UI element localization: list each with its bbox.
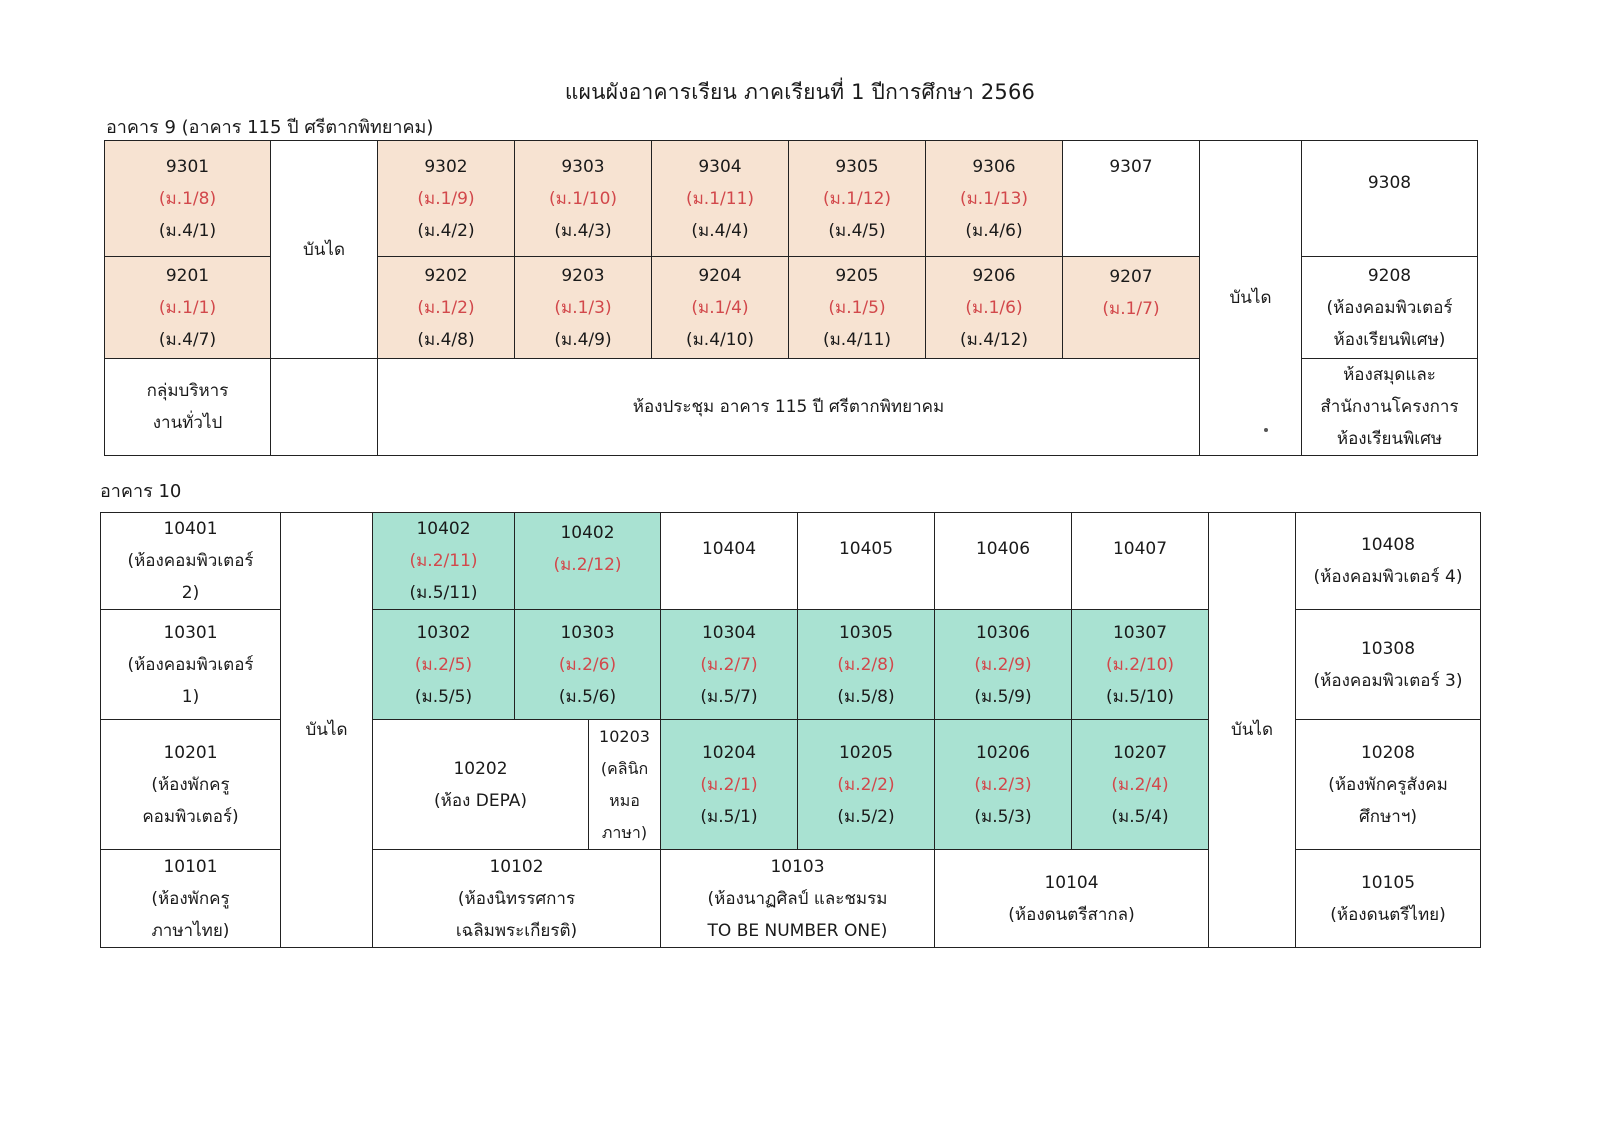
room-10407: 10407 bbox=[1072, 513, 1209, 610]
room-10402-a: 10402 (ม.2/11) (ม.5/11) bbox=[373, 513, 515, 610]
building-9-plan bbox=[104, 140, 1478, 456]
room-10101: 10101 (ห้องพักครู ภาษาไทย) bbox=[101, 850, 281, 948]
room-10402-b: 10402 (ม.2/12) bbox=[515, 513, 661, 610]
room-9201: 9201 (ม.1/1) (ม.4/7) bbox=[105, 257, 271, 359]
room-10205: 10205 (ม.2/2) (ม.5/2) bbox=[798, 720, 935, 850]
room-9304: 9304 (ม.1/11) (ม.4/4) bbox=[652, 141, 789, 257]
scan-speck bbox=[1264, 428, 1268, 432]
room-10408: 10408 (ห้องคอมพิวเตอร์ 4) bbox=[1296, 513, 1481, 610]
stairs-left: บันได bbox=[271, 141, 378, 359]
room-10308: 10308 (ห้องคอมพิวเตอร์ 3) bbox=[1296, 610, 1481, 720]
room-10203: 10203 (คลินิก หมอ ภาษา) bbox=[589, 720, 661, 850]
room-10302: 10302 (ม.2/5) (ม.5/5) bbox=[373, 610, 515, 720]
room-9302: 9302 (ม.1/9) (ม.4/2) bbox=[378, 141, 515, 257]
library-office: ห้องสมุดและ สำนักงานโครงการ ห้องเรียนพิเศษ bbox=[1302, 359, 1478, 456]
room-9307: 9307 bbox=[1063, 141, 1200, 257]
room-10105: 10105 (ห้องดนตรีไทย) bbox=[1296, 850, 1481, 948]
room-10206: 10206 (ม.2/3) (ม.5/3) bbox=[935, 720, 1072, 850]
room-9204: 9204 (ม.1/4) (ม.4/10) bbox=[652, 257, 789, 359]
stairs-left-extension bbox=[271, 359, 378, 456]
room-10305: 10305 (ม.2/8) (ม.5/8) bbox=[798, 610, 935, 720]
room-10306: 10306 (ม.2/9) (ม.5/9) bbox=[935, 610, 1072, 720]
stairs-right: บันได bbox=[1200, 141, 1302, 456]
room-10307: 10307 (ม.2/10) (ม.5/10) bbox=[1072, 610, 1209, 720]
room-10401: 10401 (ห้องคอมพิวเตอร์ 2) bbox=[101, 513, 281, 610]
room-10405: 10405 bbox=[798, 513, 935, 610]
room-10406: 10406 bbox=[935, 513, 1072, 610]
admin-office: กลุ่มบริหาร งานทั่วไป bbox=[105, 359, 271, 456]
room-9303: 9303 (ม.1/10) (ม.4/3) bbox=[515, 141, 652, 257]
room-9206: 9206 (ม.1/6) (ม.4/12) bbox=[926, 257, 1063, 359]
stairs-right-b10: บันได bbox=[1209, 513, 1296, 948]
room-10102: 10102 (ห้องนิทรรศการ เฉลิมพระเกียรติ) bbox=[373, 850, 661, 948]
stairs-left-b10: บันได bbox=[281, 513, 373, 948]
building-9-caption: อาคาร 9 (อาคาร 115 ปี ศรีตากพิทยาคม) bbox=[106, 117, 434, 138]
page-title: แผนผังอาคารเรียน ภาคเรียนที่ 1 ปีการศึกษา 2566 bbox=[564, 80, 1036, 104]
room-10303: 10303 (ม.2/6) (ม.5/6) bbox=[515, 610, 661, 720]
room-9205: 9205 (ม.1/5) (ม.4/11) bbox=[789, 257, 926, 359]
room-9207: 9207 (ม.1/7) bbox=[1063, 257, 1200, 359]
room-9202: 9202 (ม.1/2) (ม.4/8) bbox=[378, 257, 515, 359]
room-10207: 10207 (ม.2/4) (ม.5/4) bbox=[1072, 720, 1209, 850]
room-10202: 10202 (ห้อง DEPA) bbox=[373, 720, 589, 850]
building-10-plan bbox=[100, 512, 1481, 948]
room-10304: 10304 (ม.2/7) (ม.5/7) bbox=[661, 610, 798, 720]
room-10103: 10103 (ห้องนาฏศิลป์ และชมรม TO BE NUMBER ONE) bbox=[661, 850, 935, 948]
room-9208: 9208 (ห้องคอมพิวเตอร์ ห้องเรียนพิเศษ) bbox=[1302, 257, 1478, 359]
room-10208: 10208 (ห้องพักครูสังคม ศึกษาฯ) bbox=[1296, 720, 1481, 850]
room-9305: 9305 (ม.1/12) (ม.4/5) bbox=[789, 141, 926, 257]
room-10104: 10104 (ห้องดนตรีสากล) bbox=[935, 850, 1209, 948]
building-10-caption: อาคาร 10 bbox=[100, 481, 182, 502]
room-9308: 9308 bbox=[1302, 141, 1478, 257]
room-10204: 10204 (ม.2/1) (ม.5/1) bbox=[661, 720, 798, 850]
room-10301: 10301 (ห้องคอมพิวเตอร์ 1) bbox=[101, 610, 281, 720]
room-9203: 9203 (ม.1/3) (ม.4/9) bbox=[515, 257, 652, 359]
room-10201: 10201 (ห้องพักครู คอมพิวเตอร์) bbox=[101, 720, 281, 850]
meeting-room: ห้องประชุม อาคาร 115 ปี ศรีตากพิทยาคม bbox=[378, 359, 1200, 456]
room-9306: 9306 (ม.1/13) (ม.4/6) bbox=[926, 141, 1063, 257]
room-10404: 10404 bbox=[661, 513, 798, 610]
room-9301: 9301 (ม.1/8) (ม.4/1) bbox=[105, 141, 271, 257]
